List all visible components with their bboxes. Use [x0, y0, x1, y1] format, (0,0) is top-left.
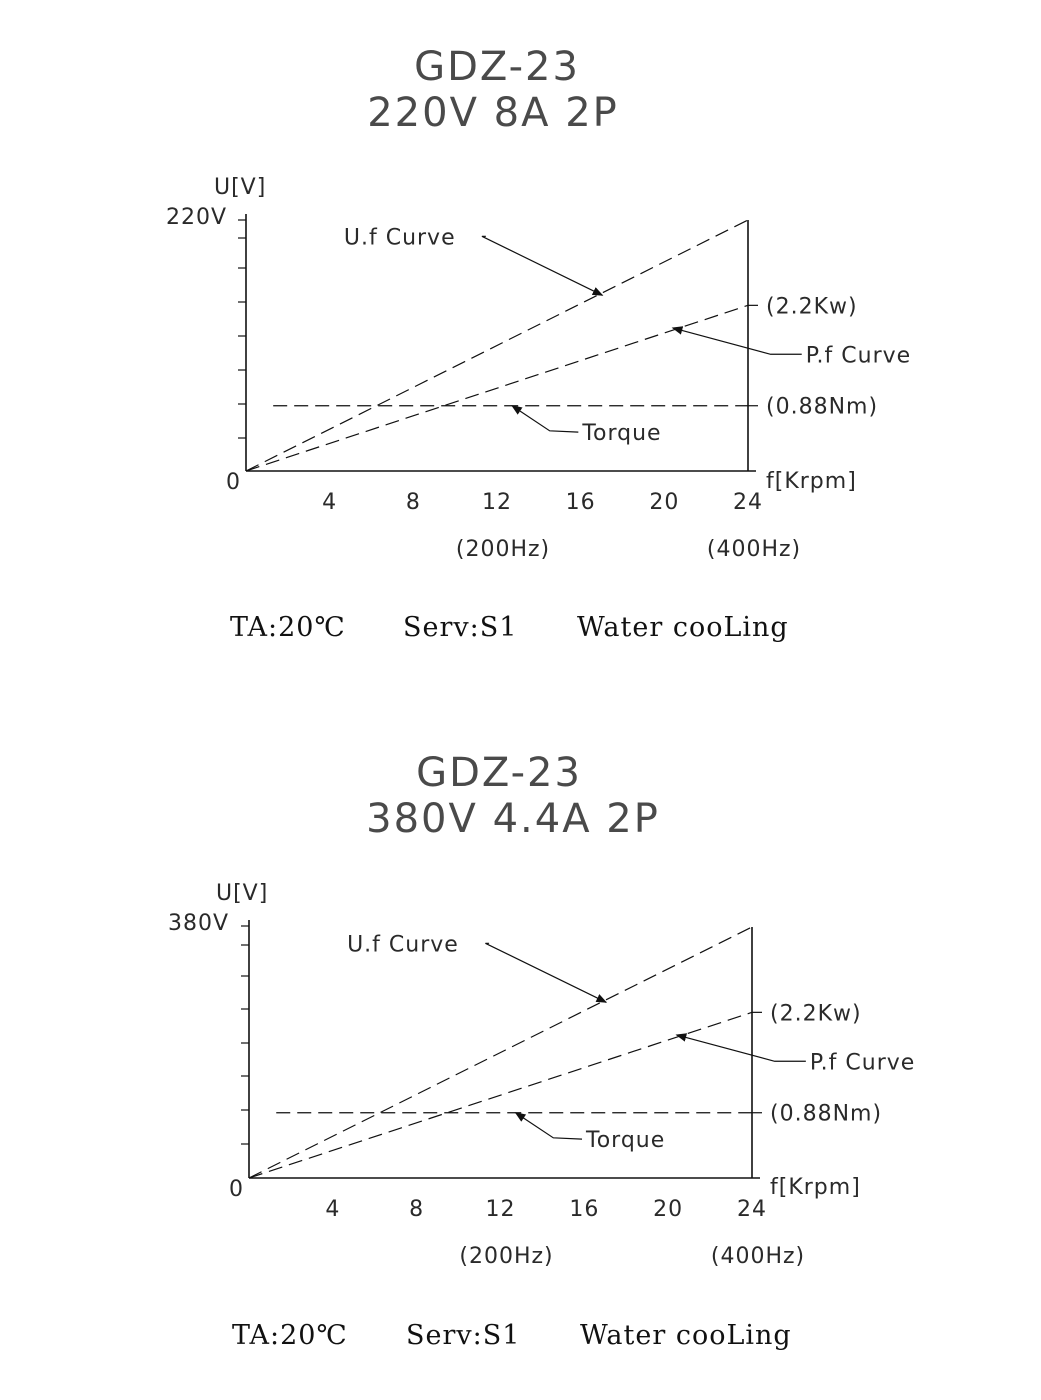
- x-tick-label: 12: [485, 1197, 516, 1222]
- x-tick-label: 8: [409, 1197, 425, 1222]
- chart-2-ymax-label: 380V: [168, 911, 230, 936]
- chart-2-labels: [325, 932, 915, 1269]
- x-tick-label: 4: [325, 1197, 341, 1222]
- series-end-label: (0.88Nm): [770, 1101, 883, 1127]
- chart-1: [166, 44, 911, 643]
- chart-2-footer-ta: TA:20℃: [232, 1320, 348, 1351]
- series-label: U.f Curve: [343, 225, 456, 251]
- series-end-label: (2.2Kw): [766, 294, 858, 320]
- freq-label: (400Hz): [706, 537, 802, 562]
- series-label: P.f Curve: [809, 1050, 916, 1076]
- x-tick-label: 20: [653, 1197, 684, 1222]
- series-label: Torque: [586, 1128, 666, 1154]
- chart-2-ylabel: U[V]: [216, 881, 269, 906]
- chart-1-footer-cooling: Water cooLing: [577, 612, 789, 643]
- chart-1-subtitle: 220V 8A 2P: [367, 90, 619, 136]
- freq-label: (200Hz): [459, 1244, 554, 1269]
- chart-1-footer-ta: TA:20℃: [230, 612, 346, 643]
- series-label: U.f Curve: [347, 932, 459, 958]
- x-tick-label: 8: [405, 490, 421, 515]
- chart-2-xlabel: f[Krpm]: [770, 1175, 861, 1200]
- chart-2-series: [249, 927, 806, 1178]
- series-p-f-curve: [246, 305, 748, 471]
- chart-1-origin-label: 0: [226, 470, 241, 495]
- freq-label: (200Hz): [455, 537, 551, 562]
- x-tick-label: 4: [322, 490, 338, 515]
- series-p-f-curve: [249, 1012, 752, 1178]
- chart-2-subtitle: 380V 4.4A 2P: [366, 796, 660, 842]
- series-end-label: (2.2Kw): [770, 1001, 862, 1027]
- chart-2-footer-cooling: Water cooLing: [580, 1320, 792, 1351]
- chart-2-origin-label: 0: [229, 1177, 244, 1202]
- chart-1-xlabel: f[Krpm]: [766, 469, 857, 494]
- series-end-label: (0.88Nm): [766, 394, 879, 420]
- x-tick-label: 16: [565, 490, 596, 515]
- series-label: P.f Curve: [805, 343, 912, 369]
- chart-1-labels: [322, 225, 911, 562]
- series-u-f-curve: [249, 927, 752, 1178]
- leader-line: [673, 328, 802, 354]
- series-label: Torque: [582, 421, 662, 447]
- leader-line: [677, 1035, 806, 1061]
- freq-label: (400Hz): [710, 1244, 806, 1269]
- chart-2-footer-serv: Serv:S1: [406, 1320, 521, 1351]
- x-tick-label: 24: [733, 490, 763, 515]
- x-tick-label: 24: [737, 1197, 767, 1222]
- chart-1-ymax-label: 220V: [166, 205, 228, 230]
- chart-1-ylabel: U[V]: [214, 175, 267, 200]
- chart-1-title: GDZ-23: [414, 44, 580, 90]
- chart-1-axes: [238, 214, 758, 471]
- chart-1-series: [246, 220, 802, 471]
- chart-2-title: GDZ-23: [416, 750, 582, 796]
- x-tick-label: 12: [482, 490, 512, 515]
- chart-1-footer-serv: Serv:S1: [403, 612, 518, 643]
- x-tick-label: 20: [649, 490, 680, 515]
- series-u-f-curve: [246, 220, 748, 471]
- leader-line: [482, 236, 602, 295]
- leader-line: [516, 1113, 582, 1139]
- x-tick-label: 16: [569, 1197, 600, 1222]
- leader-line: [485, 943, 606, 1002]
- chart-2-axes: [241, 920, 762, 1178]
- leader-line: [512, 406, 578, 432]
- chart-2: [168, 750, 915, 1351]
